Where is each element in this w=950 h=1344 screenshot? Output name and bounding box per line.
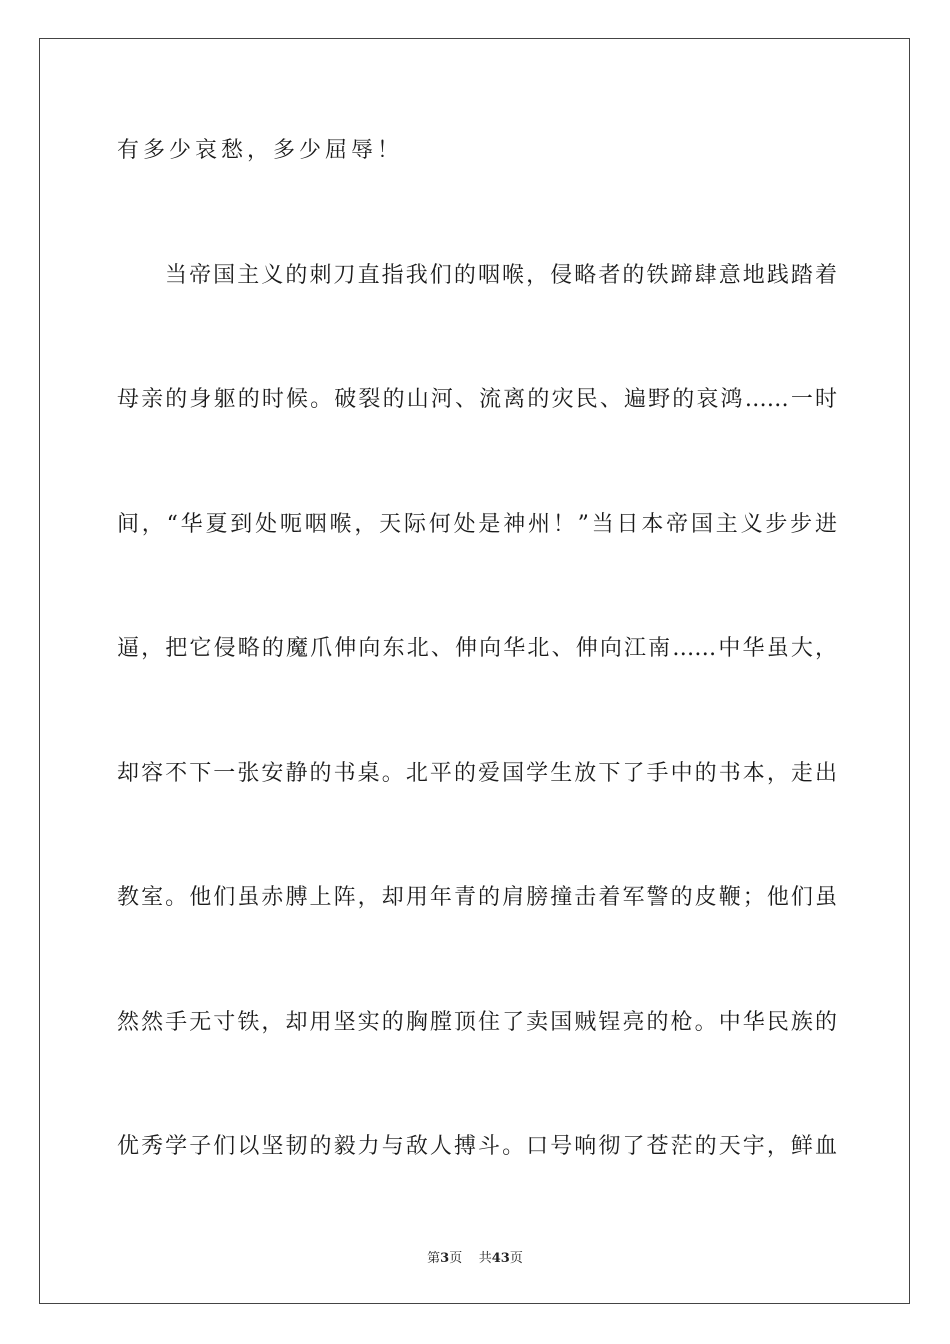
text-line-1: 有多少哀愁，多少屈辱！ <box>117 138 404 163</box>
footer-page-prefix: 第 <box>427 1251 441 1266</box>
footer-page-number: 3 <box>440 1251 450 1266</box>
page-border <box>39 38 910 1304</box>
footer-total-prefix: 共 <box>478 1251 492 1266</box>
footer-page-suffix: 页 <box>449 1251 463 1266</box>
text-line-8: 然然手无寸铁，却用坚实的胸膛顶住了卖国贼锃亮的枪。中华民族的 <box>117 1010 837 1035</box>
text-line-3: 母亲的身躯的时候。破裂的山河、流离的灾民、遍野的哀鸿……一时 <box>117 387 837 412</box>
footer-total-suffix: 页 <box>509 1251 523 1266</box>
page-footer <box>0 1251 950 1267</box>
footer-total-pages: 43 <box>491 1251 510 1266</box>
text-line-2: 当帝国主义的刺刀直指我们的咽喉，侵略者的铁蹄肆意地践踏着 <box>165 263 837 288</box>
text-line-7: 教室。他们虽赤膊上阵，却用年青的肩膀撞击着军警的皮鞭；他们虽 <box>117 885 837 910</box>
text-line-5: 逼，把它侵略的魔爪伸向东北、伸向华北、伸向江南……中华虽大， <box>117 636 837 661</box>
text-line-4: 间，“华夏到处呃咽喉，天际何处是神州！”当日本帝国主义步步进 <box>117 512 837 537</box>
text-line-6: 却容不下一张安静的书桌。北平的爱国学生放下了手中的书本，走出 <box>117 761 837 786</box>
text-line-9: 优秀学子们以坚韧的毅力与敌人搏斗。口号响彻了苍茫的天宇，鲜血 <box>117 1134 837 1159</box>
